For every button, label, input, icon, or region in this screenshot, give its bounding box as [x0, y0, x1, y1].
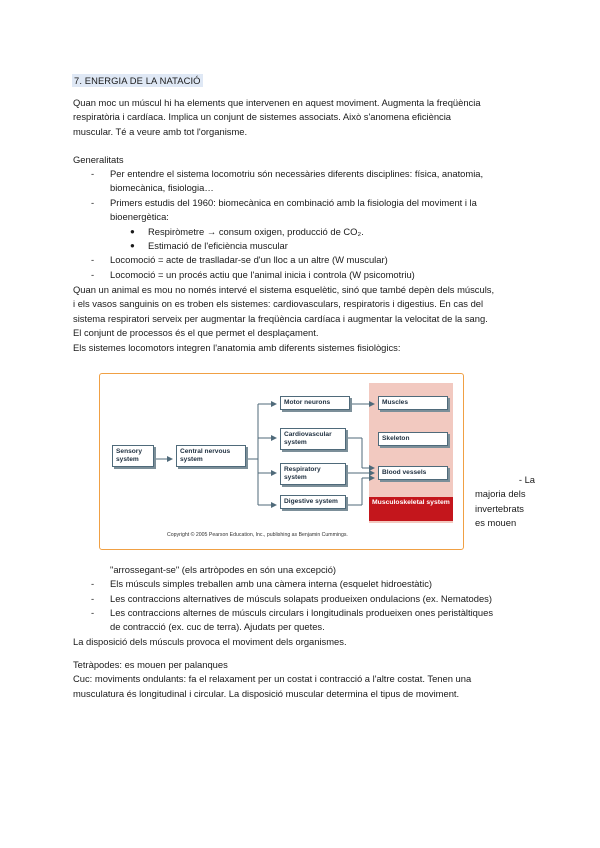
muscles-box: Muscles — [378, 396, 448, 410]
motor-neurons-box: Motor neurons — [280, 396, 350, 410]
intro-line: respiratòria i cardíaca. Implica un conjunt de sistemes associats. Això s'anomena eficiència — [73, 111, 452, 123]
systems-diagram — [99, 373, 464, 550]
paragraph-line: Els sistemes locomotors integren l'anatomia amb diferents sistemes fisiològics: — [73, 341, 401, 353]
generalitats-list — [73, 167, 533, 280]
blood-vessels-box: Blood vessels — [378, 466, 448, 480]
list-item: biomecànica, fisiologia… — [110, 182, 214, 193]
musculoskeletal-label: Musculoskeletal system — [369, 497, 453, 521]
list-item: bioenergètica: — [110, 211, 169, 222]
bullet-dash: - — [91, 269, 95, 280]
tetrapodes-line: Tetràpodes: es mouen per palanques — [73, 659, 228, 670]
closing-line: La disposició dels músculs provoca el moviment dels organismes. — [73, 636, 347, 647]
continuation-line: "arrossegant-se" (els artròpodes en són una excepció) — [110, 564, 337, 575]
cardiovascular-box: Cardiovascular system — [280, 428, 346, 450]
locomotion-paragraph — [73, 283, 533, 355]
list-item: Les contraccions alternatives de músculs solapats produeixen ondulacions (ex. Nematodes) — [110, 593, 492, 604]
cuc-line: Cuc: moviments ondulants: fa el relaxament per un costat i contracció a l'altre costat. Tenen una — [73, 673, 472, 685]
paragraph-line: El conjunt de processos és el que permet el desplaçament. — [73, 327, 319, 339]
list-item: Locomoció = un procés actiu que l'animal inicia i controla (W psicomotriu) — [110, 269, 415, 280]
list-item: de contracció (ex. cuc de terra). Ajudats per quetes. — [110, 621, 325, 632]
side-note-line: invertebrats — [475, 502, 524, 514]
bullet-dash: - — [91, 578, 95, 589]
list-item: Les contraccions alternes de músculs circulars i longitudinals produeixen ones peristàltiques — [110, 607, 494, 618]
list-item: Respiròmetre → consum oxigen, producció de CO₂. — [148, 226, 364, 237]
generalitats-section — [73, 153, 533, 167]
section-heading: 7. ENERGIA DE LA NATACIÓ — [74, 75, 201, 86]
intro-line: Quan moc un múscul hi ha elements que intervenen en aquest moviment. Augmenta la freqüència — [73, 97, 481, 108]
side-note-line: es mouen — [475, 517, 517, 529]
skeleton-box: Skeleton — [378, 432, 448, 446]
figure-copyright: Copyright © 2005 Pearson Education, Inc., publishing as Benjamin Cummings. — [167, 532, 348, 538]
side-note — [475, 473, 535, 531]
bullet-dash: - — [91, 593, 95, 604]
bullet-dot: ● — [130, 227, 135, 236]
bullet-dash: - — [91, 254, 95, 265]
tetrapodes-section — [73, 658, 533, 701]
side-note-line: majoria dels — [475, 488, 526, 500]
bullet-dash: - — [91, 168, 95, 179]
respiratory-box: Respiratory system — [280, 463, 346, 485]
generalitats-title: Generalitats — [73, 154, 124, 165]
intro-line: muscular. Té a veure amb tot l'organisme. — [73, 125, 248, 137]
list-item: Locomoció = acte de traslladar-se d'un lloc a un altre (W muscular) — [110, 254, 388, 265]
paragraph-line: sistema respiratori serveix per augmentar la freqüència cardíaca i augmentar la velocitat de la sang. — [73, 312, 488, 324]
paragraph-line: Quan un animal es mou no només intervé el sistema esquelètic, sinó que també depèn dels músculs, — [73, 284, 495, 295]
bullet-dot: ● — [130, 241, 135, 250]
cuc-line: musculatura és longitudinal i circular. La disposició muscular determina el tipus de moviment. — [73, 687, 460, 699]
sensory-system-box: Sensory system — [112, 445, 154, 467]
paragraph-line: i els vasos sanguinis on es troben els sistemes: cardiovasculars, respiratoris i digestius. En cas del — [73, 298, 484, 310]
list-item: Per entendre el sistema locomotriu són necessàries diferents disciplines: física, anatomia, — [110, 168, 484, 179]
side-note-line: - La — [518, 474, 535, 485]
bullet-dash: - — [91, 607, 95, 618]
list-item: Primers estudis del 1960: biomecànica en combinació amb la fisiologia del moviment i la — [110, 197, 477, 208]
digestive-box: Digestive system — [280, 495, 346, 509]
intro-paragraph — [73, 96, 533, 139]
bullet-dash: - — [91, 197, 95, 208]
invertebrates-section — [73, 563, 533, 647]
cns-box: Central nervous system — [176, 445, 246, 467]
list-item: Estimació de l'eficiència muscular — [148, 240, 288, 251]
list-item: Els músculs simples treballen amb una càmera interna (esquelet hidroestàtic) — [110, 578, 433, 589]
